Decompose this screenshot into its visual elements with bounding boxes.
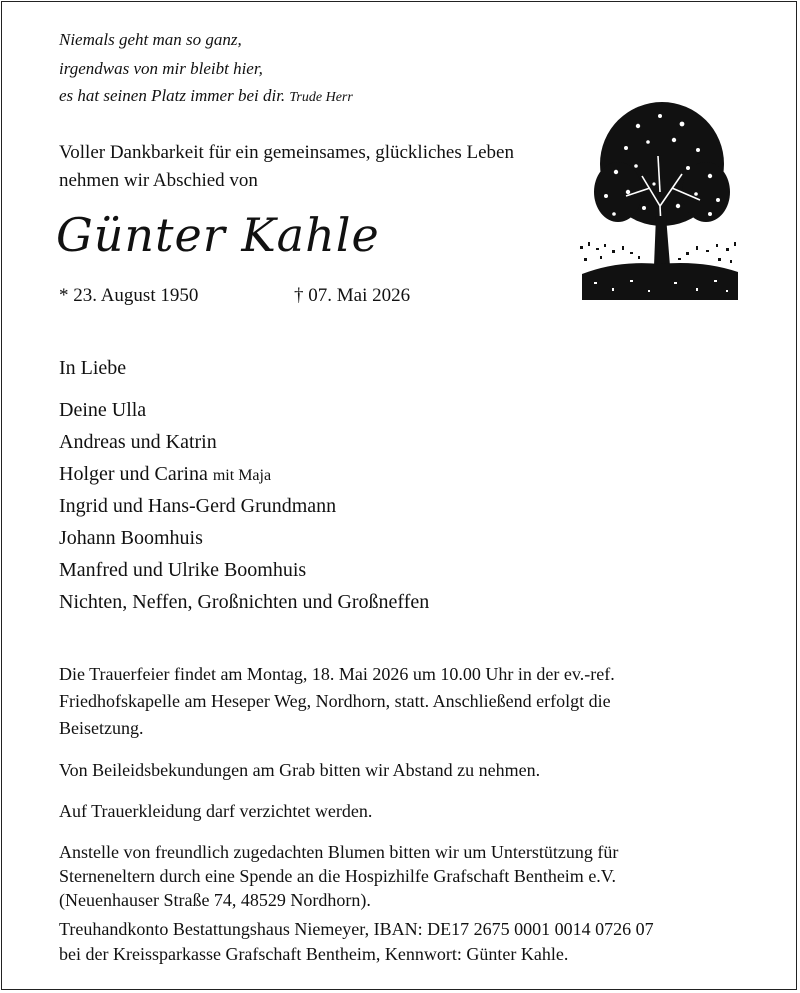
account-line-1: Treuhandkonto Bestattungshaus Niemeyer, IBAN: DE17 2675 0001 0014 0726 07 xyxy=(59,919,654,939)
greeting: In Liebe xyxy=(59,357,127,379)
mourner-7: Nichten, Neffen, Großnichten und Großneffen xyxy=(59,591,430,613)
mourner-6: Manfred und Ulrike Boomhuis xyxy=(59,559,307,581)
intro-line-2: nehmen wir Abschied von xyxy=(59,170,258,191)
funeral-line-3: Beisetzung. xyxy=(59,718,144,738)
donation-line-1: Anstelle von freundlich zugedachten Blumen bitten wir um Unterstützung für xyxy=(59,842,619,862)
birth-date: * 23. August 1950 xyxy=(59,285,199,306)
condolence-note: Von Beileidsbekundungen am Grab bitten wir Abstand zu nehmen. xyxy=(59,760,541,780)
quote-line-2: irgendwas von mir bleibt hier, xyxy=(59,59,263,78)
funeral-line-1: Die Trauerfeier findet am Montag, 18. Mai 2026 um 10.00 Uhr in der ev.-ref. xyxy=(59,664,615,684)
tree-icon xyxy=(578,96,742,304)
mourner-2: Andreas und Katrin xyxy=(59,431,217,453)
mourner-3-name: Holger und Carina xyxy=(59,463,208,485)
quote-line-1: Niemals geht man so ganz, xyxy=(59,30,242,49)
mourner-3-suffix: mit Maja xyxy=(212,467,272,484)
death-date: † 07. Mai 2026 xyxy=(294,285,411,306)
intro-line-1: Voller Dankbarkeit für ein gemeinsames, glückliches Leben xyxy=(59,142,514,163)
quote-line-3-text: es hat seinen Platz immer bei dir. xyxy=(59,86,286,105)
attire-note: Auf Trauerkleidung darf verzichtet werden. xyxy=(59,801,373,821)
funeral-line-2: Friedhofskapelle am Heseper Weg, Nordhorn, statt. Anschließend erfolgt die xyxy=(59,691,611,711)
donation-line-2: Sterneneltern durch eine Spende an die Hospizhilfe Grafschaft Bentheim e.V. xyxy=(59,866,616,886)
mourner-1: Deine Ulla xyxy=(59,399,147,421)
deceased-name: Günter Kahle xyxy=(56,208,380,262)
account-line-2: bei der Kreissparkasse Grafschaft Bentheim, Kennwort: Günter Kahle. xyxy=(59,944,569,964)
quote-line-3 xyxy=(59,86,353,106)
mourner-3 xyxy=(59,463,271,486)
mourner-4: Ingrid und Hans-Gerd Grundmann xyxy=(59,495,337,517)
mourner-5: Johann Boomhuis xyxy=(59,527,203,549)
quote-author: Trude Herr xyxy=(289,90,353,105)
donation-line-3: (Neuenhauser Straße 74, 48529 Nordhorn). xyxy=(59,890,371,910)
